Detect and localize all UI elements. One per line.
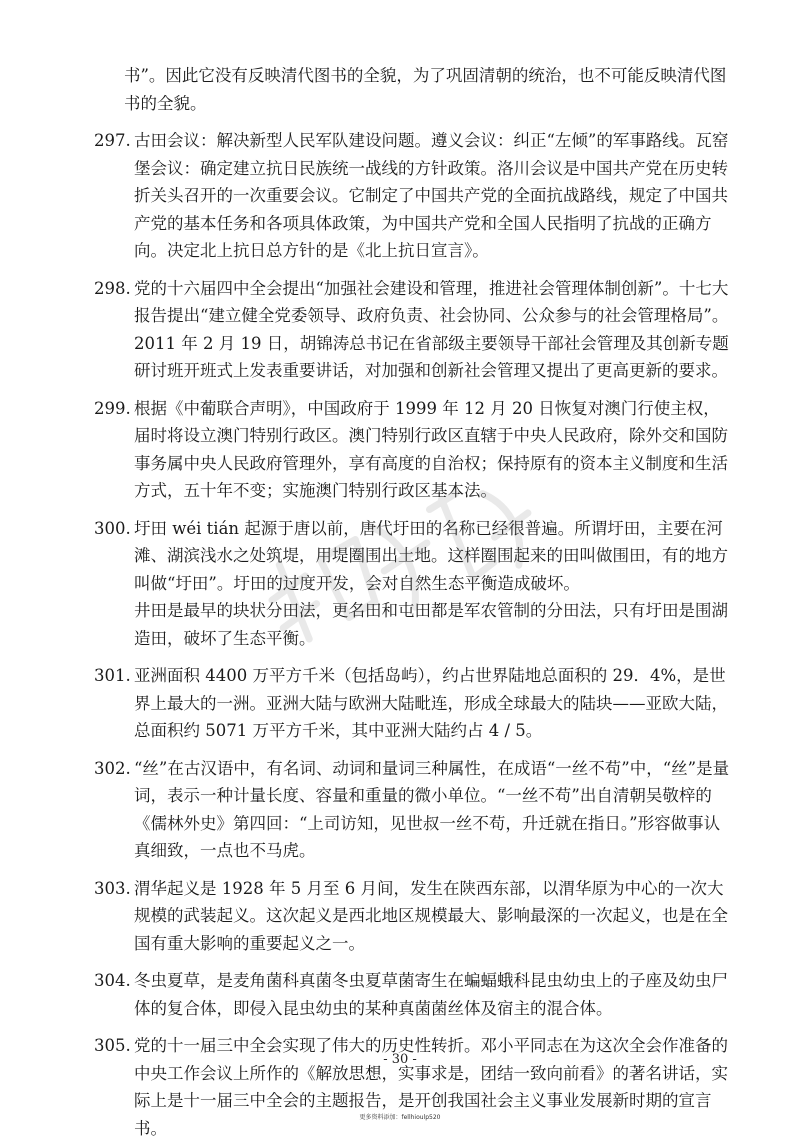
list-item — [94, 662, 734, 745]
item-number: 303. — [94, 878, 131, 898]
item-body — [134, 275, 734, 385]
item-paragraph: 冬虫夏草，是麦角菌科真菌冬虫夏草菌寄生在蝙蝠蛾科昆虫幼虫上的子座及幼虫尸体的复合体，即侵入昆虫幼虫的某种真菌菌丝体及宿主的混合体。 — [134, 971, 728, 1018]
list-item — [94, 755, 734, 865]
item-paragraph: 井田是最早的块状分田法，更名田和屯田都是军农管制的分田法，只有圩田是围湖造田，破坏了生态平衡。 — [134, 601, 728, 648]
item-paragraph: 根据《中葡联合声明》，中国政府于 1999 年 12 月 20 日恢复对澳门行使主权，届时将设立澳门特别行政区。澳门特别行政区直辖于中央人民政府，除外交和国防事务属中央人民政府管理外，享有高度的自治权；保持原有的资本主义制度和生活方式，五十年不变；实施澳门特别行政区基本法。 — [134, 398, 728, 500]
item-number: 304. — [94, 971, 131, 990]
item-number: 302. — [94, 758, 131, 778]
item-paragraph: “丝”在古汉语中，有名词、动词和量词三种属性，在成语“一丝不苟”中，“丝”是量词，表示一种计量长度、容量和重量的微小单位。“一丝不苟”出自清朝吴敬梓的《儒林外史》第四回：“上司访知，见世叔一丝不苟，升迁就在指日。”形容做事认真细致，一点也不马虎。 — [134, 758, 730, 860]
item-number: 301. — [94, 666, 131, 685]
item-number: 300. — [94, 518, 131, 538]
item-paragraph: 党的十六届四中全会提出“加强社会建设和管理，推进社会管理体制创新”。十七大报告提出“建立健全党委领导、政府负责、社会协同、公众参与的社会管理格局”。2011 年 2 月 19 日，胡锦涛总书记在省部级主要领导干部社会管理及其创新专题研讨班开班式上发表重要讲话，对加强和创新社会管理又提出了更高更新的要求。 — [134, 278, 729, 380]
item-number: 299. — [94, 398, 131, 418]
item-body — [134, 127, 734, 265]
item-body — [134, 515, 734, 653]
footer-note: 更多资料添加：fellhioulp520 — [359, 1114, 441, 1121]
item-paragraph: 亚洲面积 4400 万平方千米（包括岛屿），约占世界陆地总面积的 29．4%，是世界上最大的一洲。亚洲大陆与欧洲大陆毗连，形成全球最大的陆块——亚欧大陆，总面积约 5071 万平方千米，其中亚洲大陆约占 4 / 5。 — [134, 666, 728, 740]
item-list — [94, 127, 734, 1142]
list-item — [94, 875, 734, 958]
item-paragraph: 古田会议：解决新型人民军队建设问题。遵义会议：纠正“左倾”的军事路线。瓦窑堡会议：确定建立抗日民族统一战线的方针政策。洛川会议是中国共产党在历史转折关头召开的一次重要会议。它制定了中国共产党的全面抗战路线，规定了中国共产党的基本任务和各项具体政策，为中国共产党和全国人民指明了抗战的正确方向。决定北上抗日总方针的是《北上抗日宣言》。 — [134, 131, 729, 260]
item-paragraph: 党的十一届三中全会实现了伟大的历史性转折。邓小平同志在为这次全会作准备的中央工作会议上所作的《解放思想，实事求是，团结一致向前看》的著名讲话，实际上是十一届三中全会的主题报告，是开创我国社会主义事业发展新时期的宣言书。 — [134, 1036, 728, 1138]
item-paragraph: 渭华起义是 1928 年 5 月至 6 月间，发生在陕西东部，以渭华原为中心的一次大规模的武装起义。这次起义是西北地区规模最大、影响最深的一次起义，也是在全国有重大影响的重要起义之一。 — [134, 878, 728, 953]
item-body — [134, 875, 734, 958]
item-body — [134, 662, 734, 745]
document-content — [94, 62, 734, 1142]
list-item — [94, 967, 734, 1022]
list-item — [94, 127, 734, 265]
item-number: 297. — [94, 131, 131, 150]
list-item — [94, 1032, 734, 1142]
list-item — [94, 275, 734, 385]
item-body — [134, 1032, 734, 1142]
item-body — [134, 967, 734, 1022]
continuation-paragraph: 书”。因此它没有反映清代图书的全貌，为了巩固清朝的统治，也不可能反映清代图书的全貌。 — [124, 66, 727, 113]
list-item — [94, 395, 734, 505]
item-body — [134, 395, 734, 505]
item-body — [134, 755, 734, 865]
list-item — [94, 515, 734, 653]
item-number: 305. — [94, 1036, 131, 1055]
item-number: 298. — [94, 278, 131, 298]
item-paragraph: 圩田 wéi tián 起源于唐以前，唐代圩田的名称已经很普遍。所谓圩田，主要在河滩、湖滨浅水之处筑堤，用堤圈围出土地。这样圈围起来的田叫做围田，有的地方叫做“圩田”。圩田的过度开发，会对自然生态平衡造成破坏。 — [134, 518, 728, 593]
page-number: - 30 - — [383, 1052, 417, 1067]
